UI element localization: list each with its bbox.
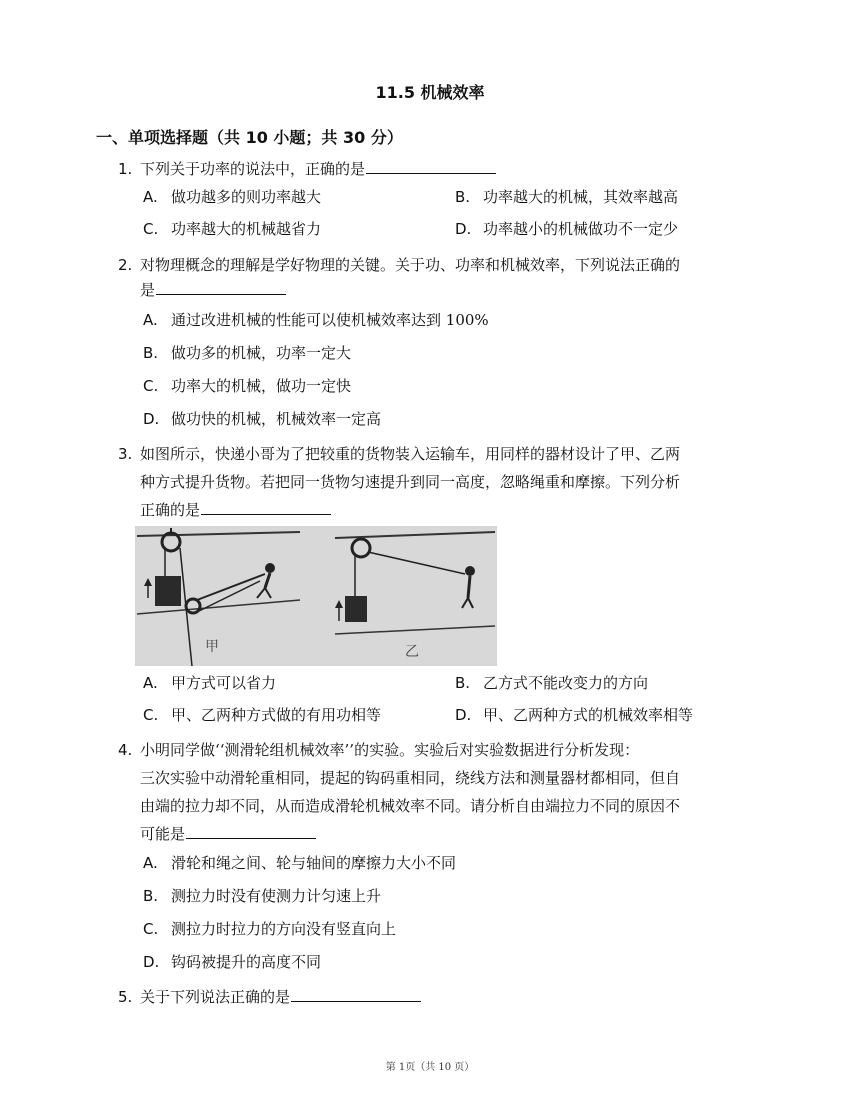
- answer-blank[interactable]: [366, 157, 496, 174]
- question-2: [118, 253, 763, 303]
- q2-option-a: A. 通过改进机械的性能可以使机械效率达到 100%: [143, 311, 489, 329]
- question-text: 如图所示，快递小哥为了把较重的货物装入运输车，用同样的器材设计了甲、乙两: [140, 445, 681, 463]
- question-1: [118, 157, 763, 182]
- q4-option-b: B. 测拉力时没有使测力计匀速上升: [143, 887, 382, 905]
- pulley-illustration: [135, 526, 497, 666]
- page-footer: 第 1页（共 10 页）: [385, 1062, 475, 1073]
- question-text-cont: 三次实验中动滑轮重相同，提起的钩码重相同，绕线方法和测量器材都相同，但自: [140, 769, 681, 787]
- figure-label-left: 甲: [205, 639, 219, 655]
- q2-option-b: B. 做功多的机械，功率一定大: [143, 344, 352, 362]
- q4-option-a: A. 滑轮和绳之间、轮与轴间的摩擦力大小不同: [143, 854, 457, 872]
- question-3: [118, 442, 763, 523]
- question-text-cont: 种方式提升货物。若把同一货物匀速提升到同一高度，忽略绳重和摩擦。下列分析: [140, 473, 681, 491]
- q4-option-d: D. 钩码被提升的高度不同: [143, 953, 322, 971]
- q2-option-d: D. 做功快的机械，机械效率一定高: [143, 410, 382, 428]
- question-text-cont: 正确的是: [140, 501, 201, 519]
- answer-blank[interactable]: [186, 822, 316, 839]
- q3-option-d: D. 甲、乙两种方式的机械效率相等: [455, 706, 694, 724]
- q1-option-d: D. 功率越小的机械做功不一定少: [455, 220, 679, 238]
- answer-blank[interactable]: [156, 278, 286, 295]
- q3-option-c: C. 甲、乙两种方式做的有用功相等: [143, 706, 382, 724]
- question-text-cont: 由端的拉力却不同，从而造成滑轮机械效率不同。请分析自由端拉力不同的原因不: [140, 797, 681, 815]
- question-text: 小明同学做‘‘测滑轮组机械效率’’的实验。实验后对实验数据进行分析发现：: [140, 741, 640, 759]
- q3-option-a: A. 甲方式可以省力: [143, 674, 277, 692]
- question-number: 3.: [118, 445, 133, 463]
- question-4: [118, 738, 763, 847]
- answer-blank[interactable]: [291, 985, 421, 1002]
- pulley-figure: [135, 526, 497, 666]
- question-text: 关于下列说法正确的是: [140, 988, 291, 1006]
- question-number: 2.: [118, 256, 133, 274]
- question-5: [118, 985, 763, 1010]
- q1-option-b: B. 功率越大的机械，其效率越高: [455, 188, 679, 206]
- question-number: 1.: [118, 160, 133, 178]
- q1-option-a: A. 做功越多的则功率越大: [143, 188, 322, 206]
- q3-option-b: B. 乙方式不能改变力的方向: [455, 674, 649, 692]
- question-text: 对物理概念的理解是学好物理的关键。关于功、功率和机械效率，下列说法正确的: [140, 256, 681, 274]
- q4-option-c: C. 测拉力时拉力的方向没有竖直向上: [143, 920, 397, 938]
- question-text-cont: 是: [140, 281, 156, 299]
- page-title: 11.5 机械效率: [375, 83, 485, 102]
- answer-blank[interactable]: [201, 498, 331, 515]
- question-number: 5.: [118, 988, 133, 1006]
- q1-option-c: C. 功率越大的机械越省力: [143, 220, 322, 238]
- question-text: 下列关于功率的说法中，正确的是: [140, 160, 366, 178]
- question-text-cont: 可能是: [140, 825, 186, 843]
- section-heading: 一、单项选择题（共 10 小题；共 30 分）: [96, 128, 403, 147]
- figure-label-right: 乙: [405, 644, 419, 660]
- q2-option-c: C. 功率大的机械，做功一定快: [143, 377, 352, 395]
- question-number: 4.: [118, 741, 133, 759]
